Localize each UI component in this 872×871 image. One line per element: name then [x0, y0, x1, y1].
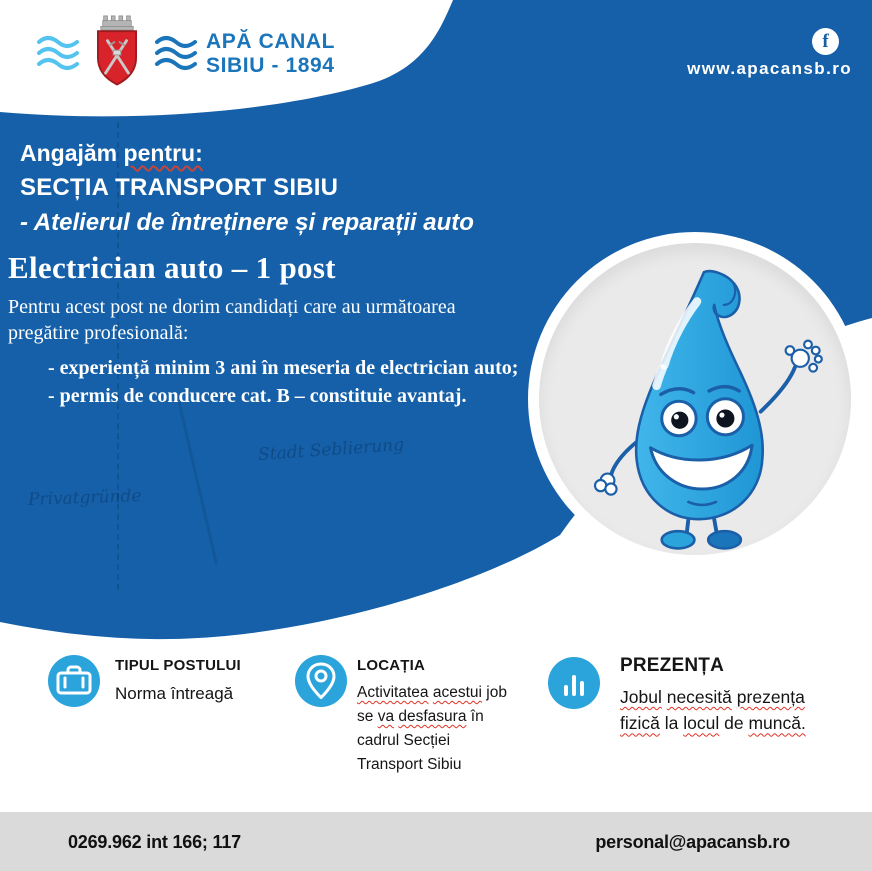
detail-card-prezenta	[620, 655, 860, 737]
mascot-disc	[539, 243, 851, 555]
requirements-intro: Pentru acest post ne dorim candidați care au următoarea pregătire profesională:	[8, 296, 456, 344]
sibiu-crest-icon	[88, 14, 146, 94]
detail-body: Activitatea acestui job se va desfasura în cadrul Secției Transport Sibiu	[357, 684, 507, 774]
detail-card-locatia	[357, 657, 537, 777]
company-logo	[36, 14, 335, 94]
workshop-subtitle: - Atelierul de întreținere și reparații auto	[20, 209, 474, 236]
bar-chart-icon	[548, 657, 600, 709]
water-drop-mascot-icon	[557, 255, 837, 551]
facebook-icon: f	[812, 28, 839, 55]
detail-title: TIPUL POSTULUI	[115, 657, 241, 674]
detail-card-tipul-postului	[115, 657, 280, 707]
mascot-circle	[528, 232, 862, 566]
position-title: Electrician auto – 1 post	[8, 250, 336, 285]
map-watermark-label: Stadt Seblierung	[257, 434, 405, 466]
waves-right-icon	[154, 34, 198, 74]
detail-title: PREZENȚA	[620, 655, 724, 676]
logo-title: APĂ CANAL SIBIU - 1894	[206, 30, 336, 77]
detail-title: LOCAȚIA	[357, 657, 426, 674]
department-title: SECȚIA TRANSPORT SIBIU	[20, 174, 339, 201]
location-pin-icon	[295, 655, 347, 707]
footer-bar	[0, 812, 872, 871]
phone-number: 0269.962 int 166; 117	[68, 832, 241, 852]
briefcase-icon	[48, 655, 100, 707]
hiring-intro: Angajăm pentru:	[20, 140, 203, 166]
hiring-headline	[20, 140, 474, 237]
map-watermark-label: Privatgründe	[27, 486, 142, 510]
requirement-item: - experiență minim 3 ani în meseria de electrician auto;	[48, 357, 519, 379]
waves-left-icon	[36, 34, 80, 74]
website-url: www.apacansb.ro	[687, 59, 852, 78]
job-description	[8, 250, 520, 409]
detail-body: Jobul necesită prezența fizică la locul de muncă.	[620, 687, 806, 734]
email-address: personal@apacansb.ro	[595, 832, 790, 852]
detail-body: Norma întreagă	[115, 684, 234, 703]
requirement-item: - permis de conducere cat. B – constituie avantaj.	[48, 385, 467, 407]
